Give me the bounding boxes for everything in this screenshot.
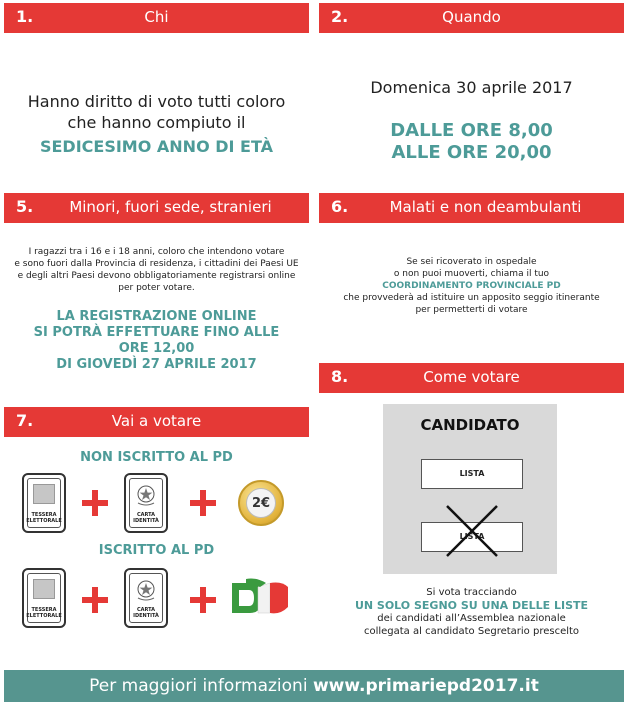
chi-text xyxy=(4,91,309,157)
ballot-title: CANDIDATO xyxy=(420,416,520,434)
come-line: Si vota tracciando xyxy=(426,587,517,598)
chi-line: che hanno compiuto il xyxy=(67,113,246,132)
carta-identita-card xyxy=(124,473,168,533)
come-line: collegata al candidato Segretario prescelto xyxy=(363,626,580,637)
malati-line: Se sei ricoverato in ospedale xyxy=(406,257,537,267)
section-number: 6. xyxy=(331,197,349,216)
plus-icon xyxy=(82,587,108,613)
card-label: TESSERA ELETTORALE xyxy=(26,607,62,619)
section-number: 1. xyxy=(16,7,34,26)
tessera-elettorale-card xyxy=(22,568,66,628)
section-1-header xyxy=(4,3,309,33)
section-title: Chi xyxy=(144,8,169,26)
section-7-header xyxy=(4,407,309,437)
ballot-list-box: LISTA xyxy=(421,522,523,552)
quando-date: Domenica 30 aprile 2017 xyxy=(370,78,573,97)
two-euro-coin-icon xyxy=(238,480,284,526)
footer-banner xyxy=(4,670,624,702)
coin-label: 2€ xyxy=(246,488,276,518)
italian-emblem-icon xyxy=(135,483,157,507)
minori-line: e sono fuori dalla Provincia di residenza, i cittadini dei Paesi UE xyxy=(14,259,299,269)
come-highlight: UN SOLO SEGNO SU UNA DELLE LISTE xyxy=(354,599,589,612)
section-title: Minori, fuori sede, stranieri xyxy=(69,198,272,216)
footer-url-link[interactable]: www.primariepd2017.it xyxy=(312,676,539,696)
come-text xyxy=(319,586,624,638)
sample-ballot xyxy=(383,404,557,574)
plus-icon xyxy=(190,587,216,613)
quando-text xyxy=(319,78,624,164)
photo-placeholder xyxy=(33,484,55,504)
non-iscritto-label: NON ISCRITTO AL PD xyxy=(80,450,233,465)
section-5-header xyxy=(4,193,309,223)
plus-icon xyxy=(82,490,108,516)
section-8-header xyxy=(319,363,624,393)
minori-line: I ragazzi tra i 16 e i 18 anni, coloro che intendono votare xyxy=(28,247,285,257)
section-number: 8. xyxy=(331,367,349,386)
minori-highlight-line: LA REGISTRAZIONE ONLINE xyxy=(56,309,257,324)
section-number: 7. xyxy=(16,411,34,430)
ballot-list-box: LISTA xyxy=(421,459,523,489)
tessera-elettorale-card xyxy=(22,473,66,533)
minori-highlight-line: SI POTRÀ EFFETTUARE FINO ALLE xyxy=(33,325,280,340)
section-number: 5. xyxy=(16,197,34,216)
minori-line: per poter votare. xyxy=(118,283,195,293)
carta-identita-card xyxy=(124,568,168,628)
section-6-header xyxy=(319,193,624,223)
card-label: CARTA IDENTITÀ xyxy=(133,607,159,619)
section-2-header xyxy=(319,3,624,33)
minori-highlight xyxy=(4,309,309,373)
section-title: Quando xyxy=(442,8,501,26)
italian-emblem-icon xyxy=(135,578,157,602)
card-label: TESSERA ELETTORALE xyxy=(26,512,62,524)
quando-from: DALLE ORE 8,00 xyxy=(390,120,553,141)
malati-line: o non puoi muoverti, chiama il tuo xyxy=(393,269,550,279)
section-title: Vai a votare xyxy=(111,412,202,430)
quando-to: ALLE ORE 20,00 xyxy=(391,142,552,163)
cross-mark-icon xyxy=(443,502,501,560)
section-number: 2. xyxy=(331,7,349,26)
section-title: Malati e non deambulanti xyxy=(389,198,582,216)
come-line: dei candidati all’Assemblea nazionale xyxy=(377,613,566,624)
malati-highlight: COORDINAMENTO PROVINCIALE PD xyxy=(382,281,561,291)
chi-highlight: SEDICESIMO ANNO DI ETÀ xyxy=(39,137,274,156)
minori-text xyxy=(4,246,309,294)
footer-prefix: Per maggiori informazioni xyxy=(89,676,313,696)
section-title: Come votare xyxy=(423,368,520,386)
card-label: CARTA IDENTITÀ xyxy=(133,512,159,524)
minori-line: e degli altri Paesi devono obbligatoriamente registrarsi online xyxy=(17,271,296,281)
minori-highlight-line: ORE 12,00 xyxy=(118,341,195,356)
malati-line: che provvederà ad istituire un apposito seggio itinerante xyxy=(343,293,600,303)
malati-line: per permetterti di votare xyxy=(415,305,528,315)
malati-text xyxy=(319,256,624,316)
pd-logo-icon xyxy=(230,577,290,619)
chi-line: Hanno diritto di voto tutti coloro xyxy=(27,92,286,111)
plus-icon xyxy=(190,490,216,516)
photo-placeholder xyxy=(33,579,55,599)
iscritto-label: ISCRITTO AL PD xyxy=(98,543,215,558)
minori-highlight-line: DI GIOVEDÌ 27 APRILE 2017 xyxy=(56,357,257,372)
